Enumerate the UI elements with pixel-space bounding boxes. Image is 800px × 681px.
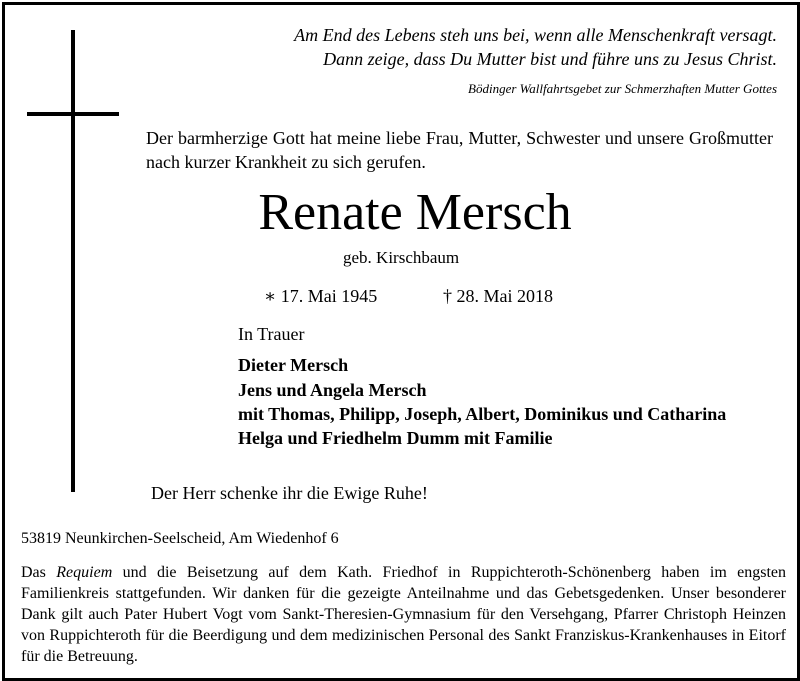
cross-horizontal-bar <box>27 112 119 116</box>
intro-text: Der barmherzige Gott hat meine liebe Frau, Mutter, Schwester und unsere Großmutter nach kurzer Krankheit zu sich gerufen. <box>146 128 773 172</box>
mourner-line: Dieter Mersch <box>238 355 349 375</box>
notice-body: und die Beisetzung auf dem Kath. Friedhof in Ruppichteroth-Schönenberg haben im engsten Familienkreis stattgefunden. Wir danken für die gezeigte Anteilnahme und das Gebetsgedenken. Unser besonderer Dank gilt auch Pater Hubert Vogt vom Sankt-Theresien-Gymnasium für den Versehgang, Pfarrer Christoph Heinzen von Ruppichteroth für die Beerdigung und dem medizinischen Personal des Sankt Franziskus-Krankenhauses in Eitorf für die Betreuung. <box>21 564 787 665</box>
notice-prefix: Das <box>21 564 57 581</box>
obituary-notice <box>2 2 800 681</box>
address: 53819 Neunkirchen-Seelscheid, Am Wiedenhof 6 <box>21 530 339 547</box>
quote-line-2: Dann zeige, dass Du Mutter bist und führe uns zu Jesus Christ. <box>323 49 777 69</box>
death-date: † 28. Mai 2018 <box>443 286 553 306</box>
quote-source: Bödinger Wallfahrtsgebet zur Schmerzhaften Mutter Gottes <box>468 81 777 96</box>
maiden-name: geb. Kirschbaum <box>343 248 460 267</box>
mourner-line: mit Thomas, Philipp, Joseph, Albert, Dominikus und Catharina <box>238 404 727 424</box>
mourning-label: In Trauer <box>238 324 305 344</box>
mourner-line: Jens und Angela Mersch <box>238 380 427 400</box>
notice-requiem: Requiem <box>56 564 113 581</box>
cross-vertical-bar <box>71 30 75 492</box>
deceased-name: Renate Mersch <box>258 184 572 241</box>
birth-date: ∗ 17. Mai 1945 <box>264 286 378 306</box>
notice-text <box>21 562 786 667</box>
quote-line-1: Am End des Lebens steh uns bei, wenn alle Menschenkraft versagt. <box>294 25 777 45</box>
blessing: Der Herr schenke ihr die Ewige Ruhe! <box>151 483 428 503</box>
mourner-line: Helga und Friedhelm Dumm mit Familie <box>238 428 553 448</box>
